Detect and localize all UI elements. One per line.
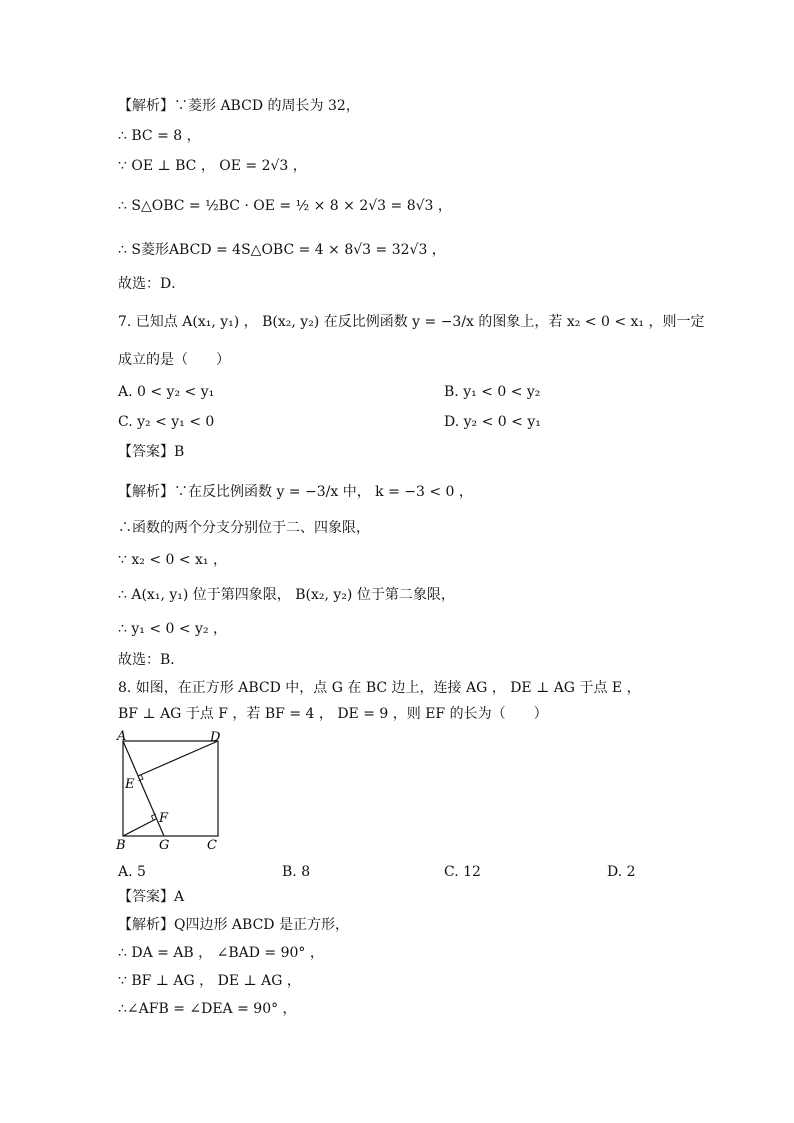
q7-stem-line-1: 7. 已知点 A(x₁, y₁) ， B(x₂, y₂) 在反比例函数 y = −3/x 的图象上，若 x₂ < 0 < x₁ ，则一定 <box>118 314 705 330</box>
q8-solution-line-1: 【解析】Q四边形 ABCD 是正方形， <box>118 917 349 933</box>
label-a: A <box>117 730 127 744</box>
segment-de <box>138 741 218 776</box>
segment-bf <box>123 819 156 836</box>
q8-option-c: C. 12 <box>444 864 481 880</box>
q7-stem-line-2: 成立的是（ ） <box>118 352 230 368</box>
q7-option-d: D. y₂ < 0 < y₁ <box>444 414 541 430</box>
square-geometry-figure <box>112 730 232 852</box>
q8-solution-line-3: ∵ BF ⊥ AG ， DE ⊥ AG ， <box>118 973 301 989</box>
sol6-line-4: ∴ S△OBC = ½BC · OE = ½ × 8 × 2√3 = 8√3 ， <box>118 198 452 214</box>
q7-option-c: C. y₂ < y₁ < 0 <box>118 414 215 430</box>
q7-solution-line-3: ∵ x₂ < 0 < x₁ ， <box>118 552 227 568</box>
q7-solution-line-1: 【解析】∵在反比例函数 y = −3/x 中， k = −3 < 0 ， <box>118 484 473 500</box>
sol6-line-2: ∴ BC = 8 ， <box>118 128 201 144</box>
q7-solution-line-2: ∴函数的两个分支分别位于二、四象限， <box>118 520 370 536</box>
label-g: G <box>159 838 170 852</box>
q8-solution-line-4: ∴∠AFB = ∠DEA = 90° ， <box>118 1001 297 1017</box>
q7-solution-line-4: ∴ A(x₁, y₁) 位于第四象限， B(x₂, y₂) 位于第二象限， <box>118 587 455 603</box>
label-b: B <box>116 838 126 852</box>
label-c: C <box>207 838 217 852</box>
q8-stem-line-1: 8. 如图，在正方形 ABCD 中，点 G 在 BC 边上，连接 AG ， DE ⊥ AG 于点 E ， <box>118 680 641 696</box>
q8-answer: 【答案】A <box>118 889 185 905</box>
sol6-line-6: 故选：D． <box>118 276 186 292</box>
sol6-line-5: ∴ S菱形ABCD = 4S△OBC = 4 × 8√3 = 32√3 ， <box>118 242 446 258</box>
label-d: D <box>210 730 221 745</box>
q7-solution-line-6: 故选：B． <box>118 652 185 668</box>
q7-solution-line-5: ∴ y₁ < 0 < y₂ ， <box>118 621 228 637</box>
q8-option-b: B. 8 <box>282 864 311 880</box>
sol6-line-1: 【解析】∵菱形 ABCD 的周长为 32， <box>118 98 360 114</box>
q7-answer: 【答案】B <box>118 444 185 460</box>
q8-stem-line-2: BF ⊥ AG 于点 F ，若 BF = 4 ， DE = 9 ，则 EF 的长为（ ） <box>118 706 548 722</box>
q8-option-a: A. 5 <box>118 864 146 880</box>
q7-option-a: A. 0 < y₂ < y₁ <box>118 384 215 400</box>
square-abcd <box>123 741 218 836</box>
sol6-line-3: ∵ OE ⊥ BC ， OE = 2√3 ， <box>118 158 307 174</box>
q7-option-b: B. y₁ < 0 < y₂ <box>444 384 541 400</box>
label-e: E <box>125 777 135 792</box>
q8-solution-line-2: ∴ DA = AB ， ∠BAD = 90° ， <box>118 945 324 961</box>
q8-option-d: D. 2 <box>607 864 636 880</box>
label-f: F <box>159 811 169 826</box>
